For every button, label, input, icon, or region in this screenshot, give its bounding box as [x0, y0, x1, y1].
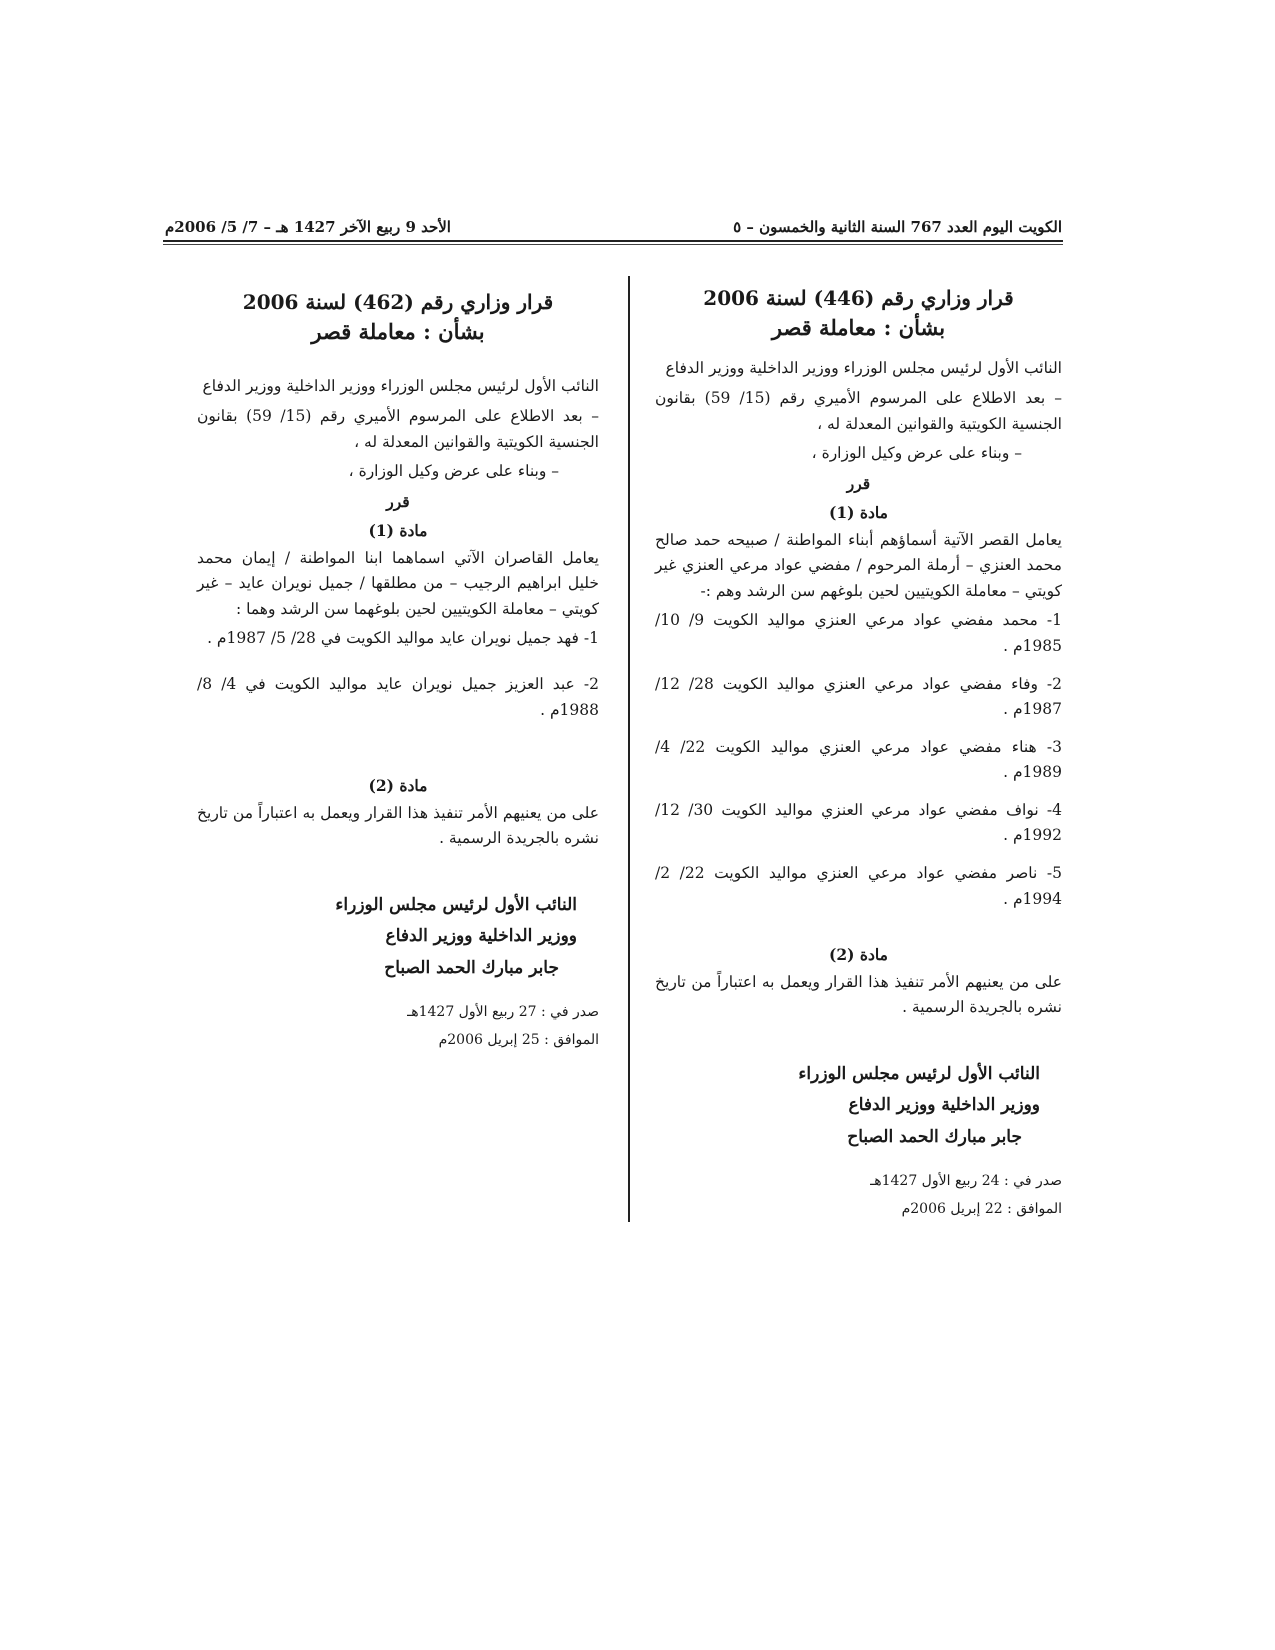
spacer [655, 924, 1062, 938]
article-1-text: يعامل القصر الآتية أسماؤهم أبناء المواطنة / صبيحه حمد صالح محمد العنزي – أرملة المرحوم / مفضي عواد مرعي العنزي غير كويتي – معاملة الكويتيين لحين بلوغهم سن الرشد وهم :- [655, 530, 1062, 600]
header-rule [163, 240, 1063, 242]
article-1-text: يعامل القاصران الآتي اسماهما ابنا المواطنة / إيمان محمد خليل ابراهيم الرجيب – من مطلقها / جميل نويران عايد – غير كويتي – معاملة الكويتيين لحين بلوغهما سن الرشد وهما : [197, 548, 599, 618]
article-1-heading: مادة (1) [368, 521, 428, 541]
decree-subject: بشأن : معاملة قصر [311, 319, 485, 344]
article-2-heading: مادة (2) [368, 776, 428, 796]
decree-title: قرار وزاري رقم (462) لسنة 2006 [242, 290, 554, 314]
column-divider [628, 276, 630, 1222]
list-item: 2- عبد العزيز جميل نويران عايد مواليد الكويت في 4/ 8/ 1988م . [197, 675, 599, 719]
list-item: 2- وفاء مفضي عواد مرعي العنزي مواليد الكويت 28/ 12/ 1987م . [655, 674, 1062, 719]
preamble-law: – بعد الاطلاع على المرسوم الأميري رقم (15/ 59) بقانون الجنسية الكويتية والقوانين المعدلة له ، [655, 388, 1062, 433]
decree-title: قرار وزاري رقم (446) لسنة 2006 [703, 286, 1014, 310]
list-item: 4- نواف مفضي عواد مرعي العنزي مواليد الكويت 30/ 12/ 1992م . [655, 800, 1062, 845]
signatory-name: جابر مبارك الحمد الصباح [847, 1126, 1022, 1147]
issued-gregorian-date: الموافق : 22 إبريل 2006م [901, 1201, 1062, 1218]
decree-462 [197, 287, 599, 1054]
gazette-date-header: الأحد 9 ربيع الآخر 1427 هـ – 7/ 5/ 2006م [165, 218, 451, 236]
spacer [197, 984, 599, 998]
issued-hijri-date: صدر في : 27 ربيع الأول 1427هـ [407, 1004, 599, 1021]
signatory-ministries: ووزير الداخلية ووزير الدفاع [848, 1095, 1040, 1116]
signatory-name: جابر مبارك الحمد الصباح [384, 957, 559, 978]
preamble-proposal: – وبناء على عرض وكيل الوزارة ، [348, 462, 559, 481]
minors-list [197, 626, 599, 723]
article-2-heading: مادة (2) [829, 945, 888, 965]
preamble-proposal: – وبناء على عرض وكيل الوزارة ، [811, 444, 1022, 463]
decree-446 [655, 283, 1062, 1223]
article-1-heading: مادة (1) [829, 503, 888, 523]
decree-issuer: النائب الأول لرئيس مجلس الوزراء ووزير الداخلية ووزير الدفاع [665, 359, 1062, 378]
signatory-title: النائب الأول لرئيس مجلس الوزراء [335, 894, 577, 915]
decree-subject: بشأن : معاملة قصر [771, 315, 946, 340]
signatory-title: النائب الأول لرئيس مجلس الوزراء [798, 1063, 1040, 1084]
decree-issuer: النائب الأول لرئيس مجلس الوزراء ووزير الداخلية ووزير الدفاع [202, 377, 599, 396]
spacer [197, 856, 599, 890]
preamble-law: – بعد الاطلاع على المرسوم الأميري رقم (15/ 59) بقانون الجنسية الكويتية والقوانين المعدلة له ، [197, 406, 600, 451]
decided-heading: قرر [386, 491, 410, 511]
list-item: 1- فهد جميل نويران عايد مواليد الكويت في 28/ 5/ 1987م . [207, 629, 599, 648]
list-item: 3- هناء مفضي عواد مرعي العنزي مواليد الكويت 22/ 4/ 1989م . [655, 737, 1062, 782]
issued-hijri-date: صدر في : 24 ربيع الأول 1427هـ [870, 1173, 1062, 1190]
spacer [197, 735, 599, 769]
issued-gregorian-date: الموافق : 25 إبريل 2006م [438, 1032, 599, 1049]
article-2-text: على من يعنيهم الأمر تنفيذ هذا القرار ويعمل به اعتباراً من تاريخ نشره بالجريدة الرسمية . [197, 803, 599, 848]
list-item: 5- ناصر مفضي عواد مرعي العنزي مواليد الكويت 22/ 2/ 1994م . [655, 863, 1063, 908]
gazette-issue-header: الكويت اليوم العدد 767 السنة الثانية والخمسون – ٥ [733, 218, 1062, 236]
article-2-text: على من يعنيهم الأمر تنفيذ هذا القرار ويعمل به اعتباراً من تاريخ نشره بالجريدة الرسمية . [655, 972, 1062, 1017]
header-rule-thin [163, 244, 1063, 245]
spacer [655, 1153, 1062, 1167]
signatory-ministries: ووزير الداخلية ووزير الدفاع [385, 926, 577, 947]
minors-list [655, 608, 1062, 912]
list-item: 1- محمد مفضي عواد مرعي العنزي مواليد الكويت 9/ 10/ 1985م . [655, 611, 1063, 656]
spacer [197, 360, 599, 374]
spacer [655, 1025, 1062, 1059]
decided-heading: قرر [846, 473, 871, 493]
